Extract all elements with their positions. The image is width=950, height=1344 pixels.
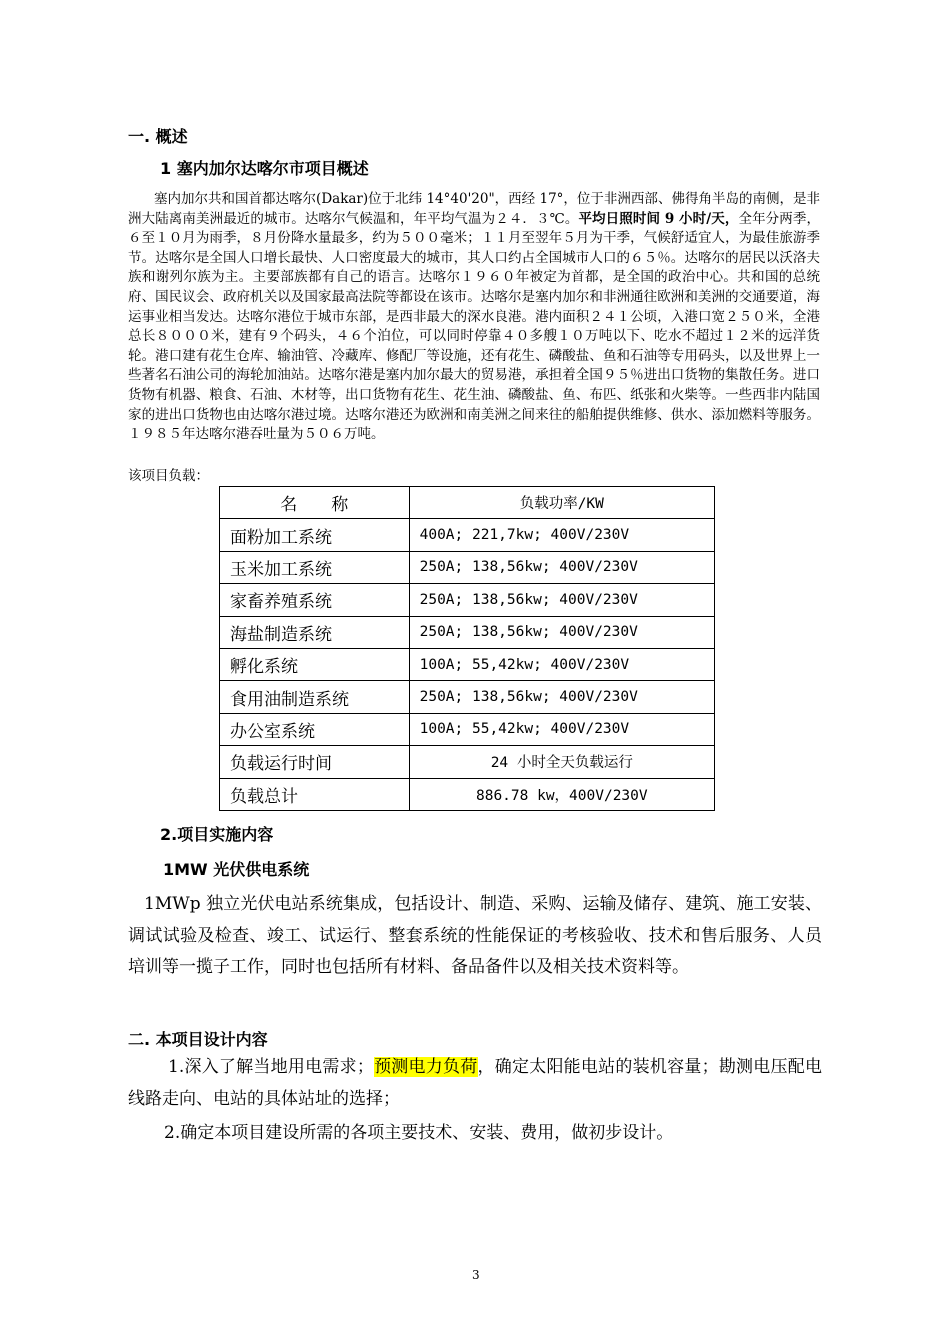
subheading-implementation: 2.项目实施内容 — [160, 825, 274, 844]
table-header-power: 负载功率/KW — [409, 487, 714, 519]
subheading-pv-system: 1MW 光伏供电系统 — [163, 860, 310, 879]
table-cell-power: 400A; 221,7kw; 400V/230V — [409, 519, 714, 551]
table-row — [220, 778, 715, 810]
table-header-name: 名 称 — [220, 487, 410, 519]
load-table — [219, 486, 715, 811]
table-row — [220, 551, 715, 583]
table-cell-name: 家畜养殖系统 — [220, 584, 410, 616]
table-cell-name: 海盐制造系统 — [220, 616, 410, 648]
table-row — [220, 616, 715, 648]
section-heading-overview: 一. 概述 — [128, 127, 188, 146]
table-cell-power: 250A; 138,56kw; 400V/230V — [409, 616, 714, 648]
page-number: 3 — [472, 1268, 480, 1282]
table-row — [220, 648, 715, 680]
table-cell-power: 250A; 138,56kw; 400V/230V — [409, 584, 714, 616]
table-cell-name: 孵化系统 — [220, 648, 410, 680]
table-cell-power: 100A; 55,42kw; 400V/230V — [409, 713, 714, 745]
overview-text-2: 全年分两季，６至１０月为雨季，８月份降水量最多，约为５００毫米；１１月至翌年５月为干季，气候舒适宜人，为最佳旅游季节。达喀尔是全国人口增长最快、人口密度最大的城市，其人口约占全国城市人口的６５％。达喀尔的居民以沃洛夫族和谢列尔族为主。主要部族都有自己的语言。达喀尔１９６０年被定为首都，是全国的政治中心。共和国的总统府、国民议会、政府机关以及国家最高法院等都设在该市。达喀尔是塞内加尔和非洲通往欧洲和美洲的交通要道，海运事业相当发达。达喀尔港位于城市东部，是西非最大的深水良港。港内面积２４１公顷，入港口宽２５０米，全港总长８０００米，建有９个码头，４６个泊位，可以同时停靠４０多艘１０万吨以下、吃水不超过１２米的远洋货轮。港口建有花生仓库、输油管、冷藏库、修配厂等设施，还有花生、磷酸盐、鱼和石油等专用码头，以及世界上一些著名石油公司的海轮加油站。达喀尔港是塞内加尔最大的贸易港，承担着全国９５％进出口货物的集散任务。进口货物有机器、粮食、石油、木材等，出口货物有花生、花生油、磷酸盐、鱼、布匹、纸张和火柴等。一些西非内陆国家的进出口货物也由达喀尔港过境。达喀尔港还为欧洲和南美洲之间来往的船舶提供维修、供水、添加燃料等服务。１９８５年达喀尔港吞吐量为５０６万吨。 — [128, 210, 820, 443]
table-row — [220, 746, 715, 778]
table-cell-power: 250A; 138,56kw; 400V/230V — [409, 551, 714, 583]
table-cell-power: 250A; 138,56kw; 400V/230V — [409, 681, 714, 713]
overview-paragraph — [128, 190, 820, 445]
table-cell-name: 办公室系统 — [220, 713, 410, 745]
section-heading-design: 二. 本项目设计内容 — [128, 1030, 268, 1049]
design-item-1-pre: 1.深入了解当地用电需求； — [168, 1057, 374, 1077]
table-cell-name: 食用油制造系统 — [220, 681, 410, 713]
table-row — [220, 519, 715, 551]
subheading-project-overview: 1 塞内加尔达喀尔市项目概述 — [160, 159, 369, 178]
table-cell-name: 玉米加工系统 — [220, 551, 410, 583]
table-row — [220, 584, 715, 616]
table-row — [220, 681, 715, 713]
table-cell-power: 886.78 kw，400V/230V — [409, 778, 714, 810]
table-cell-name: 负载运行时间 — [220, 746, 410, 778]
table-cell-name: 面粉加工系统 — [220, 519, 410, 551]
design-item-1 — [128, 1052, 822, 1115]
table-cell-power: 24 小时全天负载运行 — [409, 746, 714, 778]
overview-text-1: 塞内加尔共和国首都达喀尔(Dakar)位于北纬 14°40'20"，西经 17°，位于非洲西部、佛得角半岛的南侧，是非洲大陆离南美洲最近的城市。达喀尔气候温和，年平均气温为２４．３℃。 — [128, 191, 820, 227]
highlighted-text: 预测电力负荷 — [373, 1057, 478, 1077]
table-cell-name: 负载总计 — [220, 778, 410, 810]
implementation-paragraph: 1MWp 独立光伏电站系统集成，包括设计、制造、采购、运输及储存、建筑、施工安装、调试试验及检查、竣工、试运行、整套系统的性能保证的考核验收、技术和售后服务、人员培训等一揽子工作，同时也包括所有材料、备品备件以及相关技术资料等。 — [128, 894, 822, 977]
load-label: 该项目负载： — [128, 468, 209, 484]
design-item-2: 2.确定本项目建设所需的各项主要技术、安装、费用，做初步设计。 — [164, 1123, 674, 1143]
design-item-1-post: ，确定太阳能电站的装机容量；勘测电压配电线路走向、电站的具体站址的选择； — [128, 1057, 823, 1109]
overview-text-bold: 平均日照时间 9 小时/天， — [578, 210, 739, 227]
table-cell-power: 100A; 55,42kw; 400V/230V — [409, 648, 714, 680]
table-header-row — [220, 487, 715, 519]
table-row — [220, 713, 715, 745]
